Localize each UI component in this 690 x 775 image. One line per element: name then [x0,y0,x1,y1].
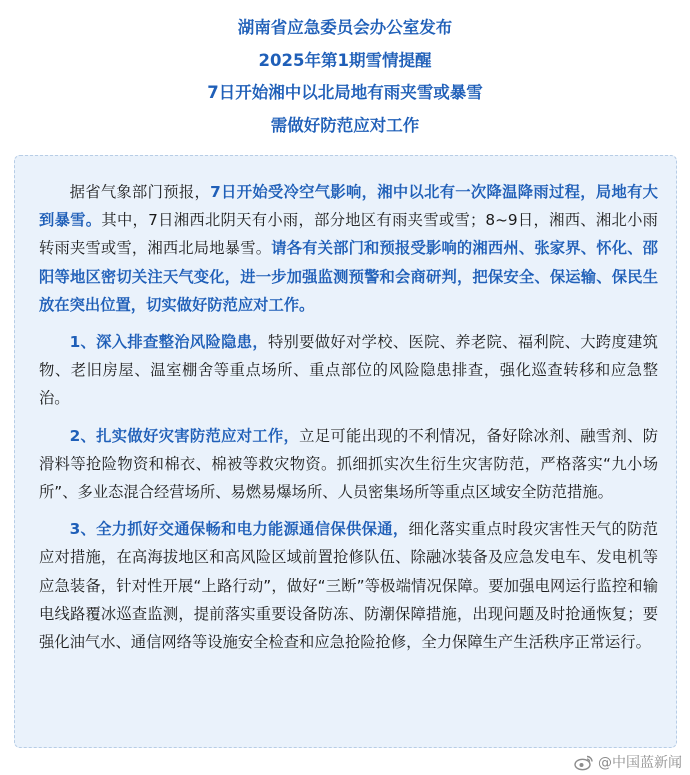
intro-paragraph [39,178,658,319]
measure-body: 特别要做好对学校、医院、养老院、福利院、大跨度建筑物、老旧房屋、温室棚舍等重点场所、重点部位的风险隐患排查，强化巡查转移和应急整治。 [39,333,658,408]
subheadline: 需做好防范应对工作 [270,115,420,135]
measure-item-2 [39,422,658,507]
intro-highlight-1: 7日开始受冷空气影响，湘中以北有一次降温降雨过程，局地有大到暴雪。 [39,183,658,230]
watermark [574,751,682,773]
publisher-title: 湖南省应急委员会办公室发布 [237,18,453,37]
measure-body: 细化落实重点时段灾害性天气的防范应对措施，在高海拔地区和高风险区域前置抢修队伍、除融冰装备及应急发电车、发电机等应急装备，针对性开展“上路行动”，做好“三断”等极端情况保障。要加强电网运行监控和输电线路覆冰巡查监测，提前落实重要设备防冻、防潮保障措施，出现问题及时抢通恢复；要强化油气水、通信网络等设施安全检查和应急抢险抢修，全力保障生产生活秩序正常运行。 [39,520,658,652]
notice-header [0,12,690,142]
headline: 7日开始湘中以北局地有雨夹雪或暴雪 [207,83,483,102]
measure-heading: 3、全力抓好交通保畅和电力能源通信保供保通， [69,520,409,539]
issue-title: 2025年第1期雪情提醒 [258,50,432,70]
measure-item-3 [39,515,658,656]
measure-heading: 1、深入排查整治风险隐患， [69,333,268,352]
weibo-icon [574,754,594,771]
notice-card [14,155,677,748]
intro-text-1: 据省气象部门预报， [69,183,211,201]
measure-item-1 [39,328,658,413]
intro-highlight-2: 请各有关部门和预报受影响的湘西州、张家界、怀化、邵阳等地区密切关注天气变化，进一步加强监测预警和会商研判，把保安全、保运输、保民生放在突出位置，切实做好防范应对工作。 [39,239,658,314]
measure-body: 立足可能出现的不利情况，备好除冰剂、融雪剂、防滑料等抢险物资和棉衣、棉被等救灾物资。抓细抓实次生衍生灾害防范，严格落实“九小场所”、多业态混合经营场所、易燃易爆场所、人员密集场所等重点区域安全防范措施。 [39,426,658,502]
watermark-text: @中国蓝新闻 [598,755,682,771]
measure-heading: 2、扎实做好灾害防范应对工作， [69,426,300,445]
intro-text-2: 其中，7日湘西北阴天有小雨，部分地区有雨夹雪或雪；8~9日，湘西、湘北小雨转雨夹雪或雪，湘西北局地暴雪。 [39,211,658,258]
